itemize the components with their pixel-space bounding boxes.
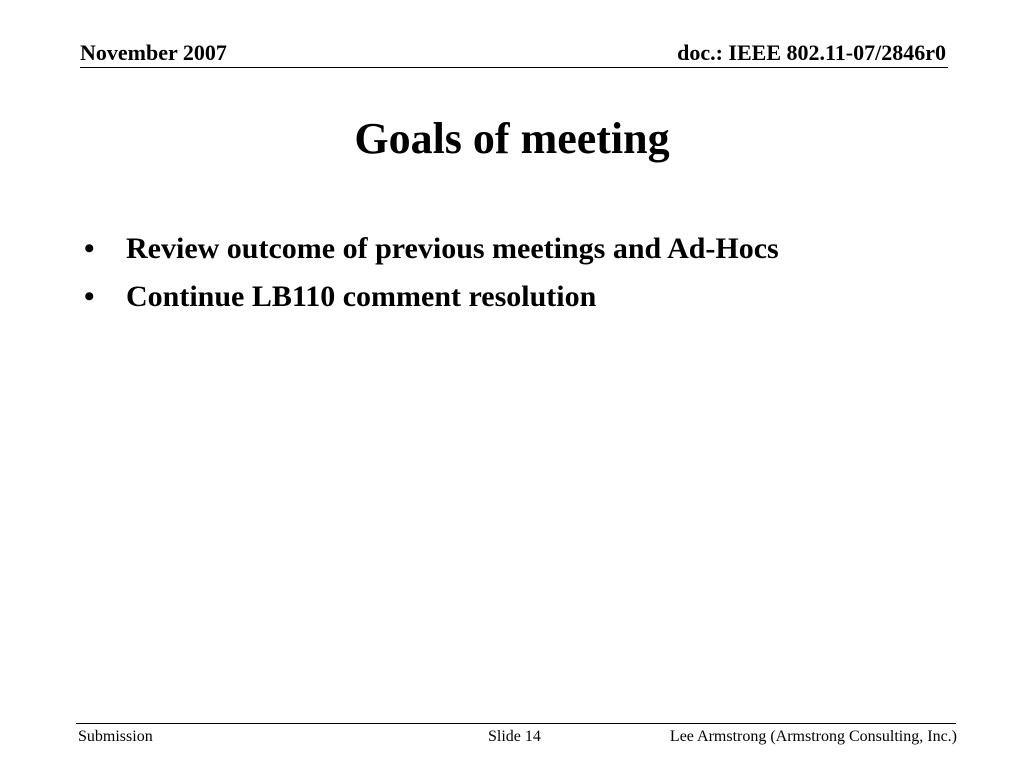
footer-author: Lee Armstrong (Armstrong Consulting, Inc.) (669, 728, 957, 745)
bullet-marker: • (84, 232, 95, 265)
footer-submission: Submission (78, 728, 153, 745)
bullet-text: Continue LB110 comment resolution (126, 280, 597, 313)
bullet-marker: • (84, 280, 95, 313)
footer-slide-number: Slide 14 (488, 728, 541, 745)
footer-divider (76, 723, 956, 724)
header-date: November 2007 (80, 40, 227, 65)
header-divider (80, 67, 948, 68)
bullet-text: Review outcome of previous meetings and Ad-Hocs (126, 232, 779, 265)
slide-title: Goals of meeting (354, 114, 670, 163)
header-doc-id: doc.: IEEE 802.11-07/2846r0 (677, 40, 946, 65)
